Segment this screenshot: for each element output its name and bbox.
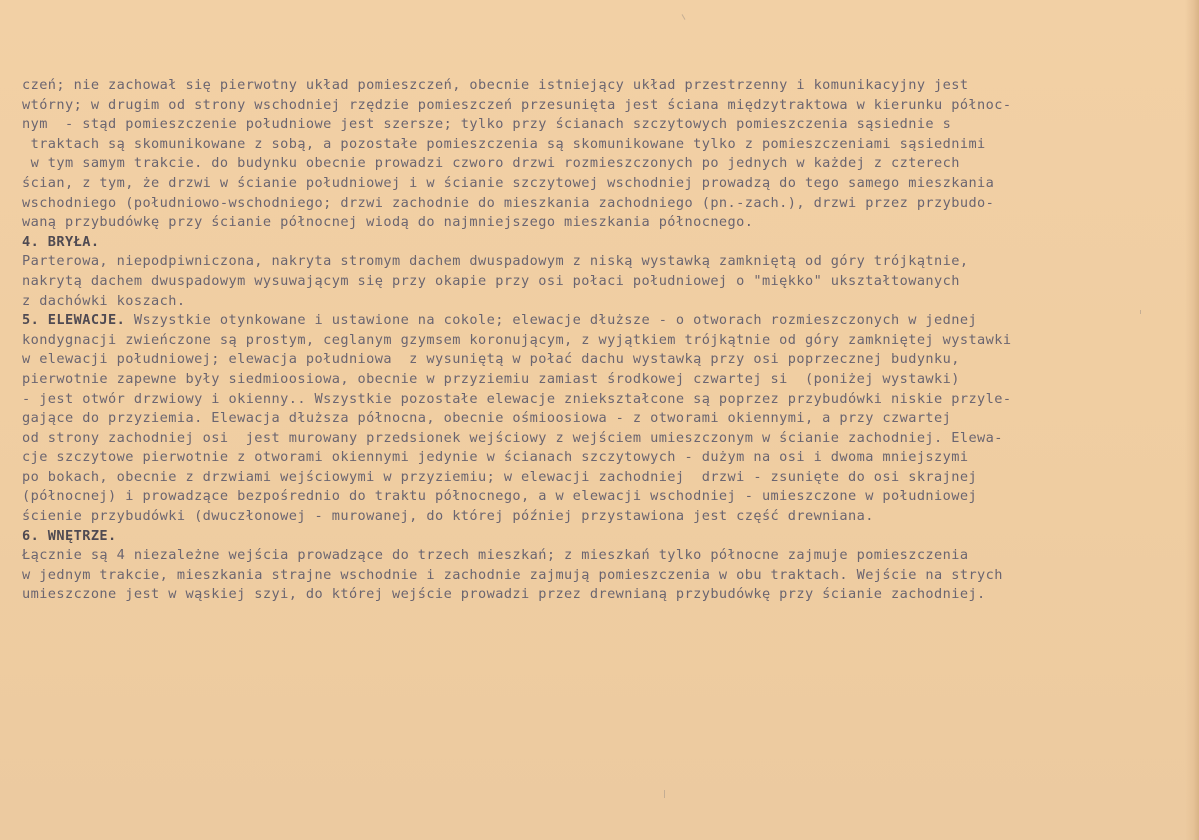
paper-speck — [682, 14, 686, 20]
text-line-20: cje szczytowe pierwotnie z otworami okiennymi jedynie w ścianach szczytowych - dużym na osi i dwoma mniejszymi — [22, 449, 969, 466]
typewritten-text — [22, 76, 1182, 605]
text-line-3: nym - stąd pomieszczenie południowe jest szersze; tylko przy ścianach szczytowych pomieszczenia sąsiednie s — [22, 116, 952, 133]
text-line-27: umieszczone jest w wąskiej szyi, do której wejście prowadzi przez drewnianą przybudówkę przy ścianie zachodniej. — [22, 586, 986, 603]
text-line-17: - jest otwór drzwiowy i okienny.. Wszystkie pozostałe elewacje zniekształcone są poprzez przybudówki niskie przyle- — [22, 390, 1012, 407]
text-line-22: (północnej) i prowadzące bezpośrednio do traktu północnego, a w elewacji wschodniej - umieszczone w południowej — [22, 488, 978, 505]
section-heading-wnetrze: 6. WNĘTRZE. — [22, 527, 117, 544]
paper-edge — [1185, 0, 1199, 840]
text-line-13 — [22, 311, 1182, 331]
section-heading-bryla: 4. BRYŁA. — [22, 233, 100, 250]
text-line-7: wschodniego (południowo-wschodniego; drzwi zachodnie do mieszkania zachodniego (pn.-zach.), drzwi przez przybudo- — [22, 194, 995, 211]
text-line-5: w tym samym trakcie. do budynku obecnie prowadzi czworo drzwi rozmieszczonych po jednych w każdej z czterech — [22, 155, 960, 172]
text-line-21: po bokach, obecnie z drzwiami wejściowymi w przyziemiu; w elewacji zachodniej drzwi - zsunięte do osi skrajnej — [22, 468, 978, 485]
paper-speck — [664, 790, 665, 798]
text-line-1: czeń; nie zachował się pierwotny układ pomieszczeń, obecnie istniejący układ przestrzenny i komunikacyjny jest — [22, 77, 969, 93]
text-line-10: Parterowa, niepodpiwniczona, nakryta stromym dachem dwuspadowym z niską wystawką zamkniętą od góry trójkątnie, — [22, 253, 969, 270]
section-heading-elewacje: 5. ELEWACJE. — [22, 312, 126, 329]
text-line-11: nakrytą dachem dwuspadowym wysuwającym się przy okapie przy osi połaci południowej o "miękko" ukształtowanych — [22, 272, 960, 289]
text-line-2: wtórny; w drugim od strony wschodniej rzędzie pomieszczeń przesunięta jest ściana międzytraktowa w kierunku północ- — [22, 96, 1012, 113]
text-line-19: od strony zachodniej osi jest murowany przedsionek wejściowy z wejściem umieszczonym w ścianie zachodniej. Elewa- — [22, 429, 1003, 446]
text-line-6: ścian, z tym, że drzwi w ścianie południowej i w ścianie szczytowej wschodniej prowadzą do tego samego mieszkania — [22, 174, 995, 191]
text-line-23: ścienie przybudówki (dwuczłonowej - murowanej, do której później przystawiona jest część drewniana. — [22, 508, 874, 525]
text-line-14: kondygnacji zwieńczone są prostym, ceglanym gzymsem koronującym, z wyjątkiem trójkątnie od góry zamkniętej wystawki — [22, 331, 1012, 348]
text-line-12: z dachówki koszach. — [22, 292, 186, 309]
text-line-16: pierwotnie zapewne były siedmioosiowa, obecnie w przyziemiu zamiast środkowej czwartej si (poniżej wystawki) — [22, 370, 960, 387]
text-line-8: waną przybudówkę przy ścianie północnej wiodą do najmniejszego mieszkania północnego. — [22, 214, 754, 231]
section-elewacje-text: Wszystkie otynkowane i ustawione na cokole; elewacje dłuższe - o otworach rozmieszczonych w jednej — [125, 312, 978, 329]
text-line-26: w jednym trakcie, mieszkania strajne wschodnie i zachodnie zajmują pomieszczenia w obu traktach. Wejście na strych — [22, 566, 1003, 583]
text-line-25: Łącznie są 4 niezależne wejścia prowadzące do trzech mieszkań; z mieszkań tylko północne zajmuje pomieszczenia — [22, 547, 969, 564]
text-line-15: w elewacji południowej; elewacja południowa z wysuniętą w połać dachu wystawką przy osi poprzecznej budynku, — [22, 351, 960, 368]
text-line-18: gające do przyziemia. Elewacja dłuższa północna, obecnie ośmioosiowa - z otworami okiennymi, a przy czwartej — [22, 410, 952, 427]
text-line-4: traktach są skomunikowane z sobą, a pozostałe pomieszczenia są skomunikowane tylko z pomieszczeniami sąsiednimi — [22, 135, 986, 152]
